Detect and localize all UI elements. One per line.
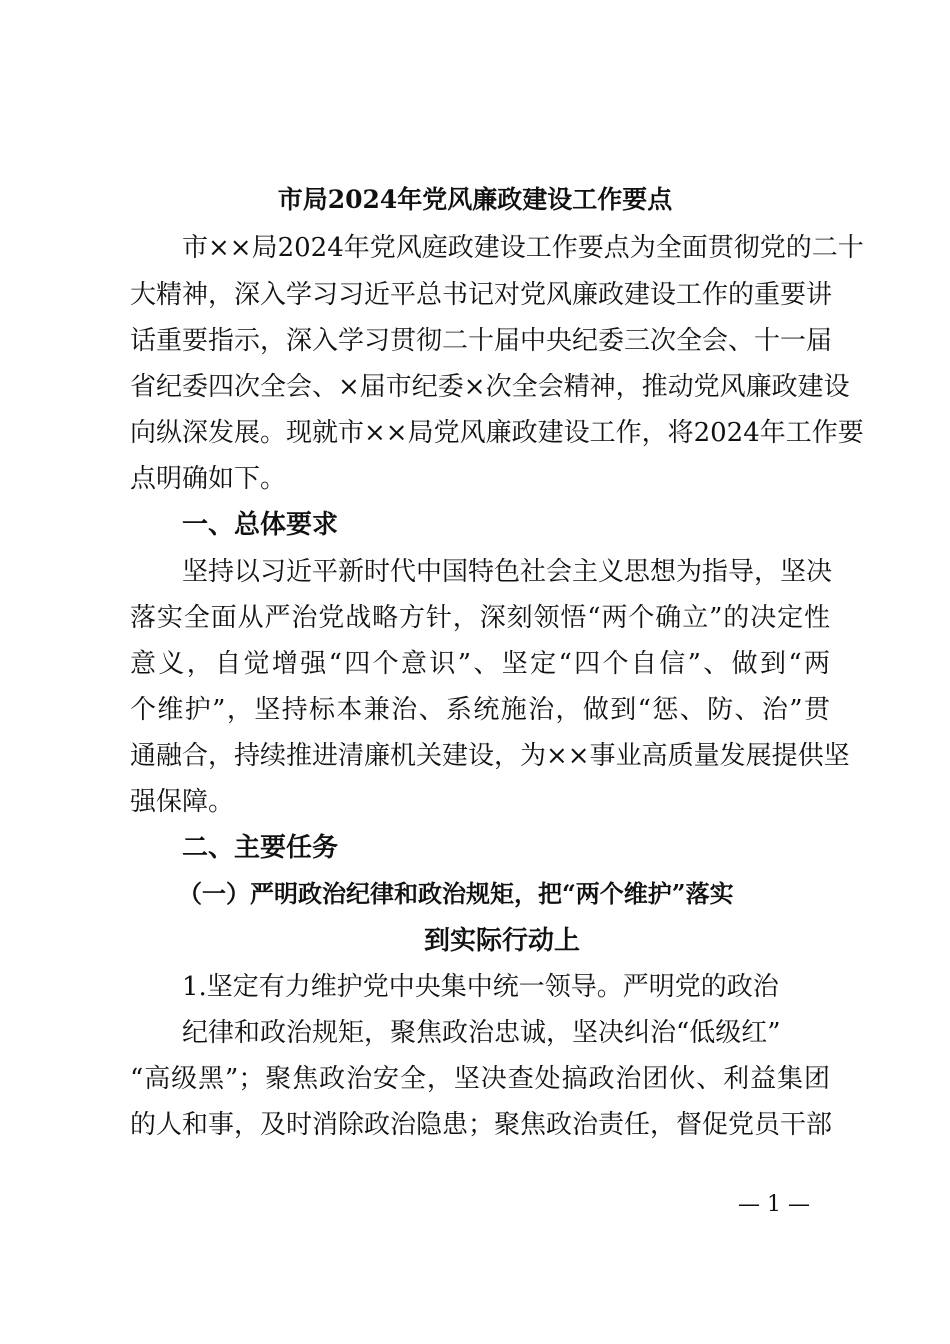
- page-number: — 1 —: [738, 1192, 810, 1217]
- section-body-line: 强保障。: [130, 787, 235, 817]
- item-body-line: 1.坚定有力维护党中央集中统一领导。严明党的政治: [130, 972, 779, 1002]
- section-body-line: 落实全面从严治党战略方针，深刻领悟“两个确立”的决定性: [130, 603, 830, 633]
- item-body-line: “高级黑”；聚焦政治安全，坚决查处搞政治团伙、利益集团: [130, 1064, 830, 1094]
- item-body-line: 的人和事，及时消除政治隐患；聚焦政治责任，督促党员干部: [130, 1110, 833, 1140]
- section-body-line: 意义，自觉增强“四个意识”、坚定“四个自信”、做到“两: [130, 649, 830, 679]
- intro-line: 向纵深发展。现就市××局党风廉政建设工作，将2024年工作要: [130, 418, 864, 448]
- subsection-heading: 到实际行动上: [424, 926, 581, 956]
- intro-line: 话重要指示，深入学习贯彻二十届中央纪委三次全会、十一届: [130, 326, 833, 356]
- section-body-line: 坚持以习近平新时代中国特色社会主义思想为指导，坚决: [130, 557, 833, 587]
- section-body-line: 个维护”，坚持标本兼治、系统施治，做到“惩、防、治”贯: [130, 695, 830, 725]
- section-heading: 一、总体要求: [130, 510, 339, 540]
- intro-line: 省纪委四次全会、×届市纪委×次全会精神，推动党风廉政建设: [130, 372, 850, 402]
- item-body-line: 纪律和政治规矩，聚焦政治忠诚，坚决纠治“低级红”: [130, 1018, 781, 1048]
- intro-line: 大精神，深入学习习近平总书记对党风廉政建设工作的重要讲: [130, 280, 833, 310]
- subsection-heading: （一）严明政治纪律和政治规矩，把“两个维护”落实: [178, 879, 734, 908]
- document-title: 市局2024年党风廉政建设工作要点: [277, 185, 673, 214]
- section-body-line: 通融合，持续推进清廉机关建设，为××事业高质量发展提供坚: [130, 741, 850, 771]
- intro-line: 市××局2024年党风庭政建设工作要点为全面贯彻党的二十: [130, 233, 864, 263]
- section-heading: 二、主要任务: [130, 833, 339, 863]
- intro-line: 点明确如下。: [130, 464, 287, 494]
